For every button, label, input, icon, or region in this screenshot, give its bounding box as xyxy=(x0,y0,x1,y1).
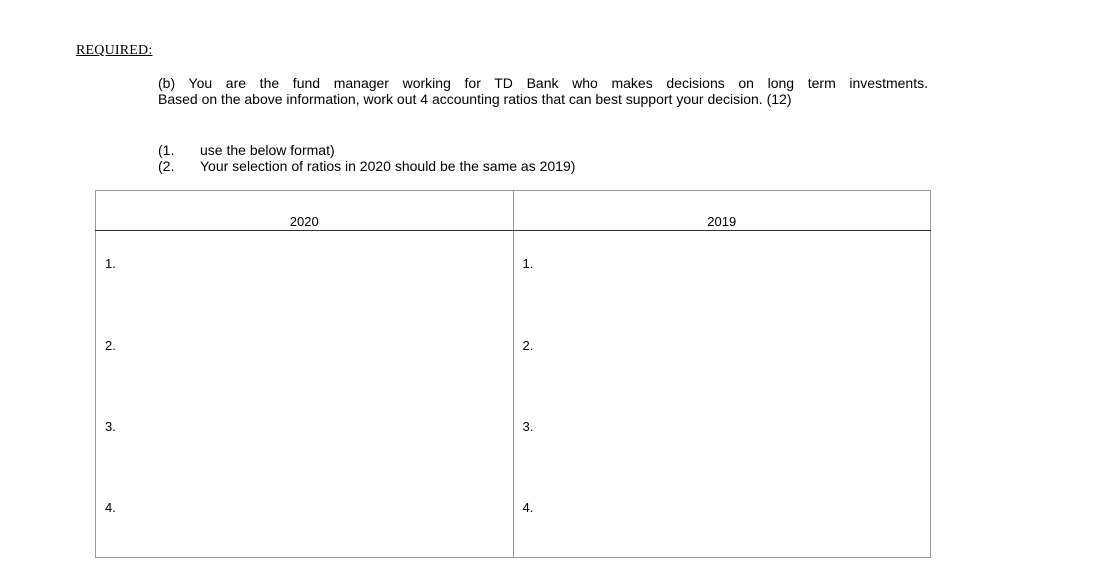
column-header-2020: 2020 xyxy=(96,191,514,231)
answer-cell-2020[interactable]: 1. xyxy=(96,231,514,313)
table-row xyxy=(96,231,931,313)
ratio-answer-table xyxy=(95,190,931,558)
answer-cell-2019[interactable]: 4. xyxy=(513,475,931,557)
answer-cell-2019[interactable]: 3. xyxy=(513,394,931,475)
question-line-1: (b) You are the fund manager working for TD Bank who makes decisions on long term investments. xyxy=(158,75,928,91)
table-header-row xyxy=(96,191,931,231)
answer-cell-2019[interactable]: 1. xyxy=(513,231,931,313)
format-notes xyxy=(158,142,575,174)
note-number: (1. xyxy=(158,142,175,158)
answer-cell-2020[interactable]: 3. xyxy=(96,394,514,475)
answer-cell-2020[interactable]: 4. xyxy=(96,475,514,557)
note-item xyxy=(158,158,575,174)
table-row xyxy=(96,394,931,475)
table-row xyxy=(96,313,931,394)
column-header-2019: 2019 xyxy=(513,191,931,231)
answer-cell-2019[interactable]: 2. xyxy=(513,313,931,394)
note-number: (2. xyxy=(158,158,175,174)
note-text: Your selection of ratios in 2020 should be the same as 2019) xyxy=(200,158,576,174)
question-text xyxy=(158,75,928,107)
question-line-2: Based on the above information, work out 4 accounting ratios that can best support your decision. (12) xyxy=(158,91,792,107)
note-text: use the below format) xyxy=(200,142,335,158)
table-row xyxy=(96,475,931,557)
answer-cell-2020[interactable]: 2. xyxy=(96,313,514,394)
note-item xyxy=(158,142,575,158)
required-heading: REQUIRED: xyxy=(76,43,153,58)
